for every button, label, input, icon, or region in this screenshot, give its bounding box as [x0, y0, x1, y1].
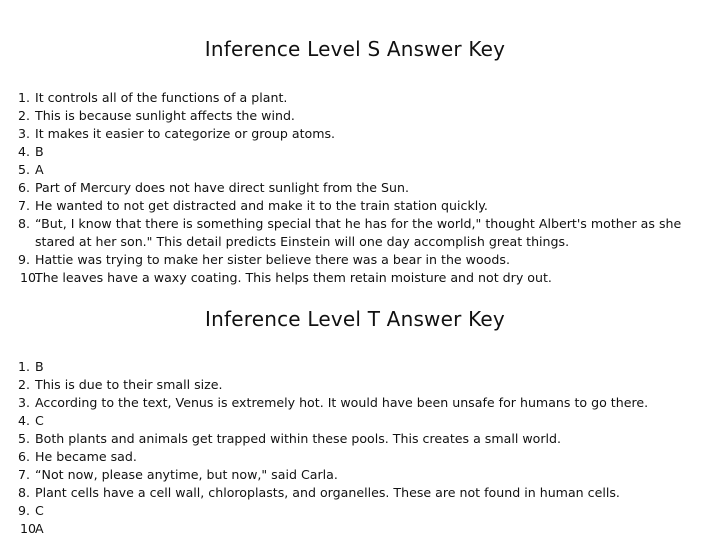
answer-number: 8. — [18, 485, 31, 500]
level-s-answer-item — [18, 125, 712, 143]
answer-number: 2. — [18, 377, 31, 392]
answer-text: Both plants and animals get trapped within these pools. This creates a small world. — [35, 431, 562, 446]
answer-number: 9. — [18, 503, 31, 518]
answer-text: C — [35, 413, 44, 428]
level-t-answer-item — [18, 376, 712, 394]
level-t-answer-item — [18, 448, 712, 466]
answer-number: 10. — [20, 270, 41, 285]
answer-text: C — [35, 503, 44, 518]
answer-text: This is because sunlight affects the wind. — [35, 108, 295, 123]
level-s-answer-item — [18, 251, 712, 269]
level-t-answer-item — [18, 412, 712, 430]
answer-number: 5. — [18, 162, 31, 177]
answer-text: B — [35, 144, 44, 159]
answer-text: He wanted to not get distracted and make it to the train station quickly. — [35, 198, 488, 213]
answer-text: This is due to their small size. — [35, 377, 223, 392]
level-s-answer-item — [18, 215, 712, 251]
answer-text: B — [35, 359, 44, 374]
level-t-answer-item — [18, 394, 712, 412]
level-t-title: Inference Level T Answer Key — [205, 307, 505, 331]
answer-text: He became sad. — [35, 449, 137, 464]
answer-number: 3. — [18, 126, 31, 141]
answer-number: 7. — [18, 467, 31, 482]
level-s-answer-item — [18, 269, 712, 287]
level-t-answer-item — [18, 502, 712, 520]
answer-text: The leaves have a waxy coating. This helps them retain moisture and not dry out. — [35, 270, 552, 285]
answer-number: 1. — [18, 90, 31, 105]
answer-text: Hattie was trying to make her sister believe there was a bear in the woods. — [35, 252, 510, 267]
answer-number: 5. — [18, 431, 31, 446]
answer-text: It controls all of the functions of a plant. — [35, 90, 288, 105]
answer-number: 8. — [18, 216, 31, 231]
answer-number: 4. — [18, 413, 31, 428]
answer-text: According to the text, Venus is extremely hot. It would have been unsafe for humans to go there. — [35, 395, 649, 410]
answer-number: 1. — [18, 359, 31, 374]
answer-text: A — [35, 162, 44, 177]
answer-text: It makes it easier to categorize or group atoms. — [35, 126, 336, 141]
level-s-answer-list — [18, 89, 712, 287]
answer-text: Plant cells have a cell wall, chloroplasts, and organelles. These are not found in human cells. — [35, 485, 620, 500]
answer-number: 4. — [18, 144, 31, 159]
answer-number: 6. — [18, 180, 31, 195]
level-s-answer-item — [18, 161, 712, 179]
level-s-answer-item — [18, 107, 712, 125]
answer-number: 10 — [20, 521, 37, 536]
answer-text: “But, I know that there is something special that he has for the world," thought Albert's mother as she stared at her son." This detail predicts Einstein will one day accomplish great things. — [35, 216, 682, 249]
level-s-answer-item — [18, 179, 712, 197]
level-t-answer-item — [18, 358, 712, 376]
answer-text: A — [35, 521, 44, 536]
answer-number: 3. — [18, 395, 31, 410]
level-s-answer-item — [18, 197, 712, 215]
level-t-answer-item — [18, 430, 712, 448]
level-t-answer-list — [18, 358, 712, 538]
level-s-answer-item — [18, 89, 712, 107]
level-t-answer-item — [18, 466, 712, 484]
level-t-answer-item — [18, 520, 712, 538]
level-t-answer-item — [18, 484, 712, 502]
answer-text: Part of Mercury does not have direct sunlight from the Sun. — [35, 180, 409, 195]
level-s-title: Inference Level S Answer Key — [204, 37, 506, 61]
answer-number: 2. — [18, 108, 31, 123]
answer-number: 7. — [18, 198, 31, 213]
level-s-answer-item — [18, 143, 712, 161]
answer-number: 9. — [18, 252, 31, 267]
answer-text: “Not now, please anytime, but now," said Carla. — [35, 467, 338, 482]
answer-number: 6. — [18, 449, 31, 464]
